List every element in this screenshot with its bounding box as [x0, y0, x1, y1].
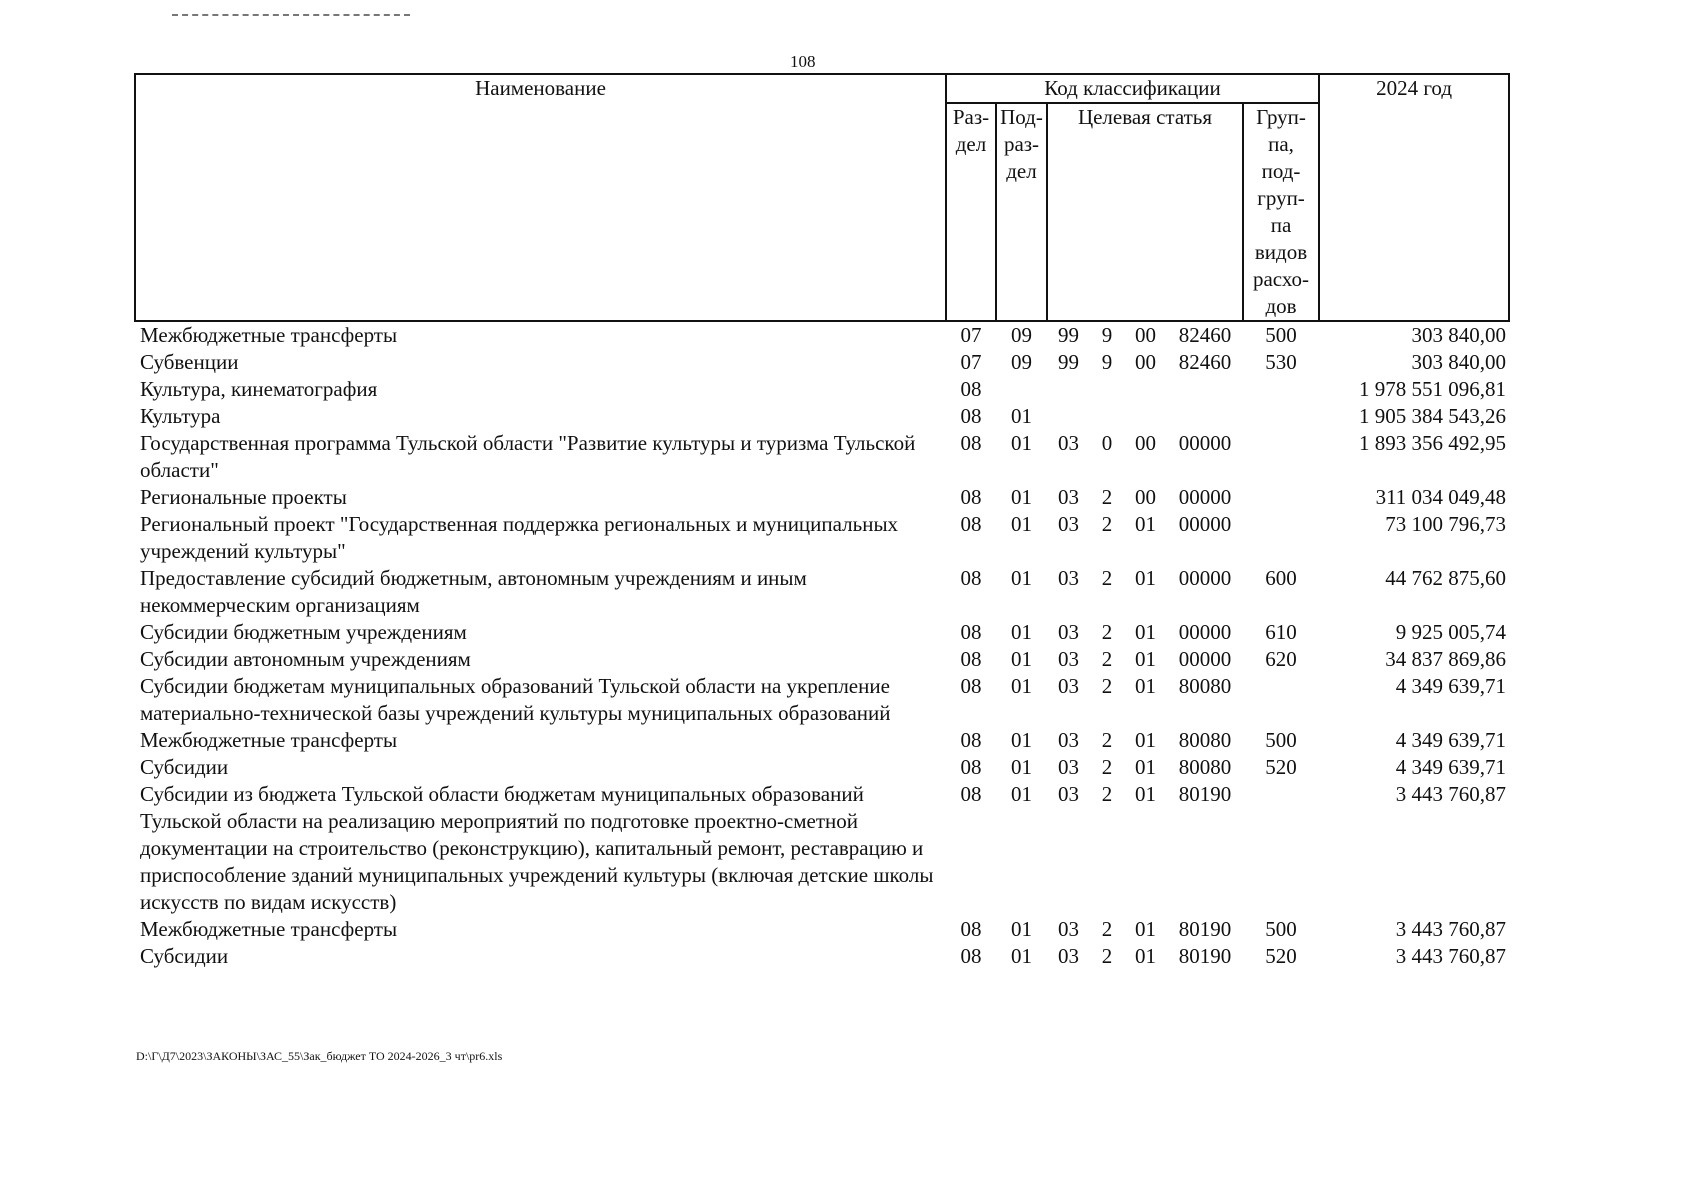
row-podrazdel: 01 [1011, 782, 1032, 806]
footer-file-path: D:\Г\Д7\2023\ЗАКОНЫ\ЗАС_55\Зак_бюджет ТО 2024-2026_3 чт\pr6.xls [136, 1049, 503, 1063]
header-name: Наименование [135, 74, 946, 321]
row-amount: 9 925 005,74 [1395, 620, 1507, 644]
row-target-program: 03 [1058, 647, 1079, 671]
row-target-type: 9 [1101, 323, 1113, 347]
row-target-direction: 80080 [1178, 755, 1232, 779]
row-target-direction: 80190 [1178, 782, 1232, 806]
row-razdel: 08 [960, 404, 982, 428]
row-expense-group: 530 [1265, 350, 1297, 374]
row-razdel: 08 [960, 755, 982, 779]
table-header [135, 74, 1509, 321]
row-amount: 1 893 356 492,95 [1359, 431, 1507, 455]
row-target-element: 01 [1135, 728, 1156, 752]
row-target-type [1090, 403, 1124, 430]
row-expense-group [1243, 673, 1319, 727]
row-podrazdel [996, 376, 1047, 403]
row-target-program [1047, 376, 1090, 403]
row-amount: 311 034 049,48 [1375, 485, 1507, 509]
row-podrazdel: 01 [1011, 917, 1032, 941]
row-expense-group [1243, 781, 1319, 916]
row-razdel: 08 [960, 431, 982, 455]
row-target-element: 00 [1135, 431, 1156, 455]
table-row [135, 727, 1509, 754]
row-name: Региональные проекты [140, 485, 347, 509]
row-expense-group [1243, 376, 1319, 403]
row-target-program: 99 [1058, 350, 1079, 374]
header-podrazdel-line: дел [1006, 159, 1037, 183]
row-podrazdel: 01 [1011, 485, 1032, 509]
row-amount: 303 840,00 [1411, 350, 1507, 374]
row-name: Субсидии бюджетам муниципальных образований Тульской области на укрепление материально-технической базы учреждений культуры муниципальных образований [140, 674, 891, 725]
row-target-type: 2 [1101, 944, 1113, 968]
row-podrazdel: 01 [1011, 728, 1032, 752]
row-razdel: 07 [960, 350, 982, 374]
table-row [135, 321, 1509, 349]
table-row [135, 754, 1509, 781]
header-group-line: расхо- [1252, 267, 1310, 291]
row-target-direction: 80190 [1178, 944, 1232, 968]
row-podrazdel: 01 [1011, 944, 1032, 968]
row-amount: 4 349 639,71 [1395, 728, 1507, 752]
row-target-direction [1167, 376, 1243, 403]
row-razdel: 08 [960, 620, 982, 644]
row-target-element: 01 [1135, 647, 1156, 671]
row-name: Субсидии бюджетным учреждениям [140, 620, 467, 644]
header-razdel [946, 103, 996, 321]
table-row [135, 646, 1509, 673]
row-razdel: 08 [960, 728, 982, 752]
row-name: Культура, кинематография [140, 377, 378, 401]
row-name: Предоставление субсидий бюджетным, автономным учреждениям и иным некоммерческим организациям [140, 566, 807, 617]
row-target-type: 2 [1101, 917, 1113, 941]
row-name: Субсидии автономным учреждениям [140, 647, 471, 671]
row-target-type: 0 [1101, 431, 1113, 455]
row-target-program: 03 [1058, 485, 1079, 509]
row-podrazdel: 01 [1011, 404, 1032, 428]
row-target-element: 01 [1135, 512, 1156, 536]
row-podrazdel: 01 [1011, 647, 1032, 671]
row-podrazdel: 01 [1011, 755, 1032, 779]
row-target-element: 01 [1135, 620, 1156, 644]
header-podrazdel-line: Под- [1000, 105, 1043, 129]
row-amount: 4 349 639,71 [1395, 755, 1507, 779]
row-target-program: 03 [1058, 566, 1079, 590]
row-target-element [1124, 403, 1167, 430]
header-razdel-line: дел [955, 132, 987, 156]
row-target-type: 2 [1101, 755, 1113, 779]
row-target-direction: 82460 [1178, 323, 1232, 347]
header-target-article: Целевая статья [1047, 103, 1243, 321]
table-row [135, 403, 1509, 430]
row-razdel: 08 [960, 512, 982, 536]
row-target-element: 01 [1135, 782, 1156, 806]
row-target-type: 2 [1101, 782, 1113, 806]
table-row [135, 916, 1509, 943]
header-group-line: груп- [1257, 186, 1305, 210]
row-target-direction: 80190 [1178, 917, 1232, 941]
row-target-direction: 00000 [1178, 485, 1232, 509]
row-expense-group: 600 [1265, 566, 1297, 590]
header-code-group: Код классификации [946, 74, 1319, 103]
row-target-direction: 80080 [1178, 728, 1232, 752]
row-name: Субвенции [140, 350, 239, 374]
row-name: Культура [140, 404, 221, 428]
row-target-program: 03 [1058, 755, 1079, 779]
row-expense-group: 500 [1265, 323, 1297, 347]
row-razdel: 08 [960, 944, 982, 968]
row-podrazdel: 01 [1011, 431, 1032, 455]
row-expense-group: 520 [1265, 755, 1297, 779]
header-group-line: видов [1254, 240, 1308, 264]
table-row [135, 349, 1509, 376]
row-amount: 4 349 639,71 [1395, 674, 1507, 698]
row-razdel: 08 [960, 377, 982, 401]
row-amount: 1 978 551 096,81 [1359, 377, 1507, 401]
row-target-element: 00 [1135, 485, 1156, 509]
scan-artifact-line [172, 14, 410, 16]
row-expense-group: 500 [1265, 917, 1297, 941]
row-target-program: 99 [1058, 323, 1079, 347]
row-podrazdel: 01 [1011, 674, 1032, 698]
row-razdel: 07 [960, 323, 982, 347]
row-target-program: 03 [1058, 674, 1079, 698]
row-podrazdel: 09 [1011, 350, 1032, 374]
row-target-program: 03 [1058, 620, 1079, 644]
row-target-type: 2 [1101, 485, 1113, 509]
row-amount: 34 837 869,86 [1385, 647, 1507, 671]
row-target-direction: 00000 [1178, 431, 1232, 455]
row-podrazdel: 01 [1011, 512, 1032, 536]
row-expense-group: 520 [1265, 944, 1297, 968]
row-target-program: 03 [1058, 917, 1079, 941]
table-row [135, 430, 1509, 484]
header-razdel-line: Раз- [952, 105, 990, 129]
row-target-direction: 82460 [1178, 350, 1232, 374]
row-target-direction: 00000 [1178, 647, 1232, 671]
row-target-element: 00 [1135, 323, 1156, 347]
row-target-program: 03 [1058, 782, 1079, 806]
row-amount: 1 905 384 543,26 [1359, 404, 1507, 428]
row-expense-group [1243, 430, 1319, 484]
row-razdel: 08 [960, 917, 982, 941]
row-target-type: 2 [1101, 566, 1113, 590]
row-amount: 44 762 875,60 [1385, 566, 1507, 590]
budget-table [134, 73, 1510, 970]
row-target-type [1090, 376, 1124, 403]
row-target-element: 00 [1135, 350, 1156, 374]
header-group-line: дов [1265, 294, 1297, 318]
row-target-type: 2 [1101, 647, 1113, 671]
row-target-element: 01 [1135, 755, 1156, 779]
row-expense-group: 500 [1265, 728, 1297, 752]
row-target-direction [1167, 403, 1243, 430]
row-podrazdel: 01 [1011, 566, 1032, 590]
row-amount: 73 100 796,73 [1385, 512, 1507, 536]
page-number: 108 [790, 52, 816, 71]
row-target-type: 2 [1101, 620, 1113, 644]
header-podrazdel [996, 103, 1047, 321]
header-group-line: Груп- [1256, 105, 1306, 129]
row-razdel: 08 [960, 485, 982, 509]
row-amount: 303 840,00 [1411, 323, 1507, 347]
row-target-element: 01 [1135, 674, 1156, 698]
row-target-element: 01 [1135, 917, 1156, 941]
row-amount: 3 443 760,87 [1395, 917, 1507, 941]
table-row [135, 781, 1509, 916]
header-group [1243, 103, 1319, 321]
header-podrazdel-line: раз- [1003, 132, 1040, 156]
row-name: Межбюджетные трансферты [140, 323, 398, 347]
row-podrazdel: 01 [1011, 620, 1032, 644]
row-target-element: 01 [1135, 944, 1156, 968]
table-row [135, 673, 1509, 727]
row-razdel: 08 [960, 674, 982, 698]
header-group-line: па [1270, 213, 1292, 237]
row-name: Межбюджетные трансферты [140, 728, 398, 752]
row-target-type: 2 [1101, 728, 1113, 752]
table-row [135, 511, 1509, 565]
row-target-type: 2 [1101, 512, 1113, 536]
row-name: Субсидии [140, 944, 229, 968]
row-target-element: 01 [1135, 566, 1156, 590]
table-body [135, 321, 1509, 970]
header-group-line: па, под- [1261, 132, 1301, 183]
row-target-program: 03 [1058, 728, 1079, 752]
row-razdel: 08 [960, 566, 982, 590]
row-podrazdel: 09 [1011, 323, 1032, 347]
table-row [135, 943, 1509, 970]
row-name: Государственная программа Тульской области "Развитие культуры и туризма Тульской области" [140, 431, 916, 482]
row-name: Межбюджетные трансферты [140, 917, 398, 941]
row-razdel: 08 [960, 782, 982, 806]
row-expense-group [1243, 403, 1319, 430]
row-target-direction: 00000 [1178, 512, 1232, 536]
header-year: 2024 год [1319, 74, 1509, 321]
row-name: Региональный проект "Государственная поддержка региональных и муниципальных учреждений культуры" [140, 512, 899, 563]
row-amount: 3 443 760,87 [1395, 782, 1507, 806]
row-target-program: 03 [1058, 944, 1079, 968]
row-target-direction: 80080 [1178, 674, 1232, 698]
row-expense-group: 620 [1265, 647, 1297, 671]
row-target-program: 03 [1058, 431, 1079, 455]
row-target-direction: 00000 [1178, 566, 1232, 590]
row-target-type: 2 [1101, 674, 1113, 698]
row-target-element [1124, 376, 1167, 403]
row-target-direction: 00000 [1178, 620, 1232, 644]
row-name: Субсидии [140, 755, 229, 779]
row-name: Субсидии из бюджета Тульской области бюджетам муниципальных образований Тульской области на реализацию мероприятий по подготовке проектно-сметной документации на строительство (реконструкцию), капитальный ремонт, реставрацию и приспособление зданий муниципальных учреждений культуры (включая детские школы искусств по видам искусств) [140, 782, 934, 914]
row-expense-group [1243, 484, 1319, 511]
row-amount: 3 443 760,87 [1395, 944, 1507, 968]
row-target-program: 03 [1058, 512, 1079, 536]
row-target-program [1047, 403, 1090, 430]
table-row [135, 565, 1509, 619]
table-row [135, 484, 1509, 511]
table-row [135, 619, 1509, 646]
row-razdel: 08 [960, 647, 982, 671]
row-expense-group [1243, 511, 1319, 565]
row-target-type: 9 [1101, 350, 1113, 374]
table-row [135, 376, 1509, 403]
row-expense-group: 610 [1265, 620, 1297, 644]
